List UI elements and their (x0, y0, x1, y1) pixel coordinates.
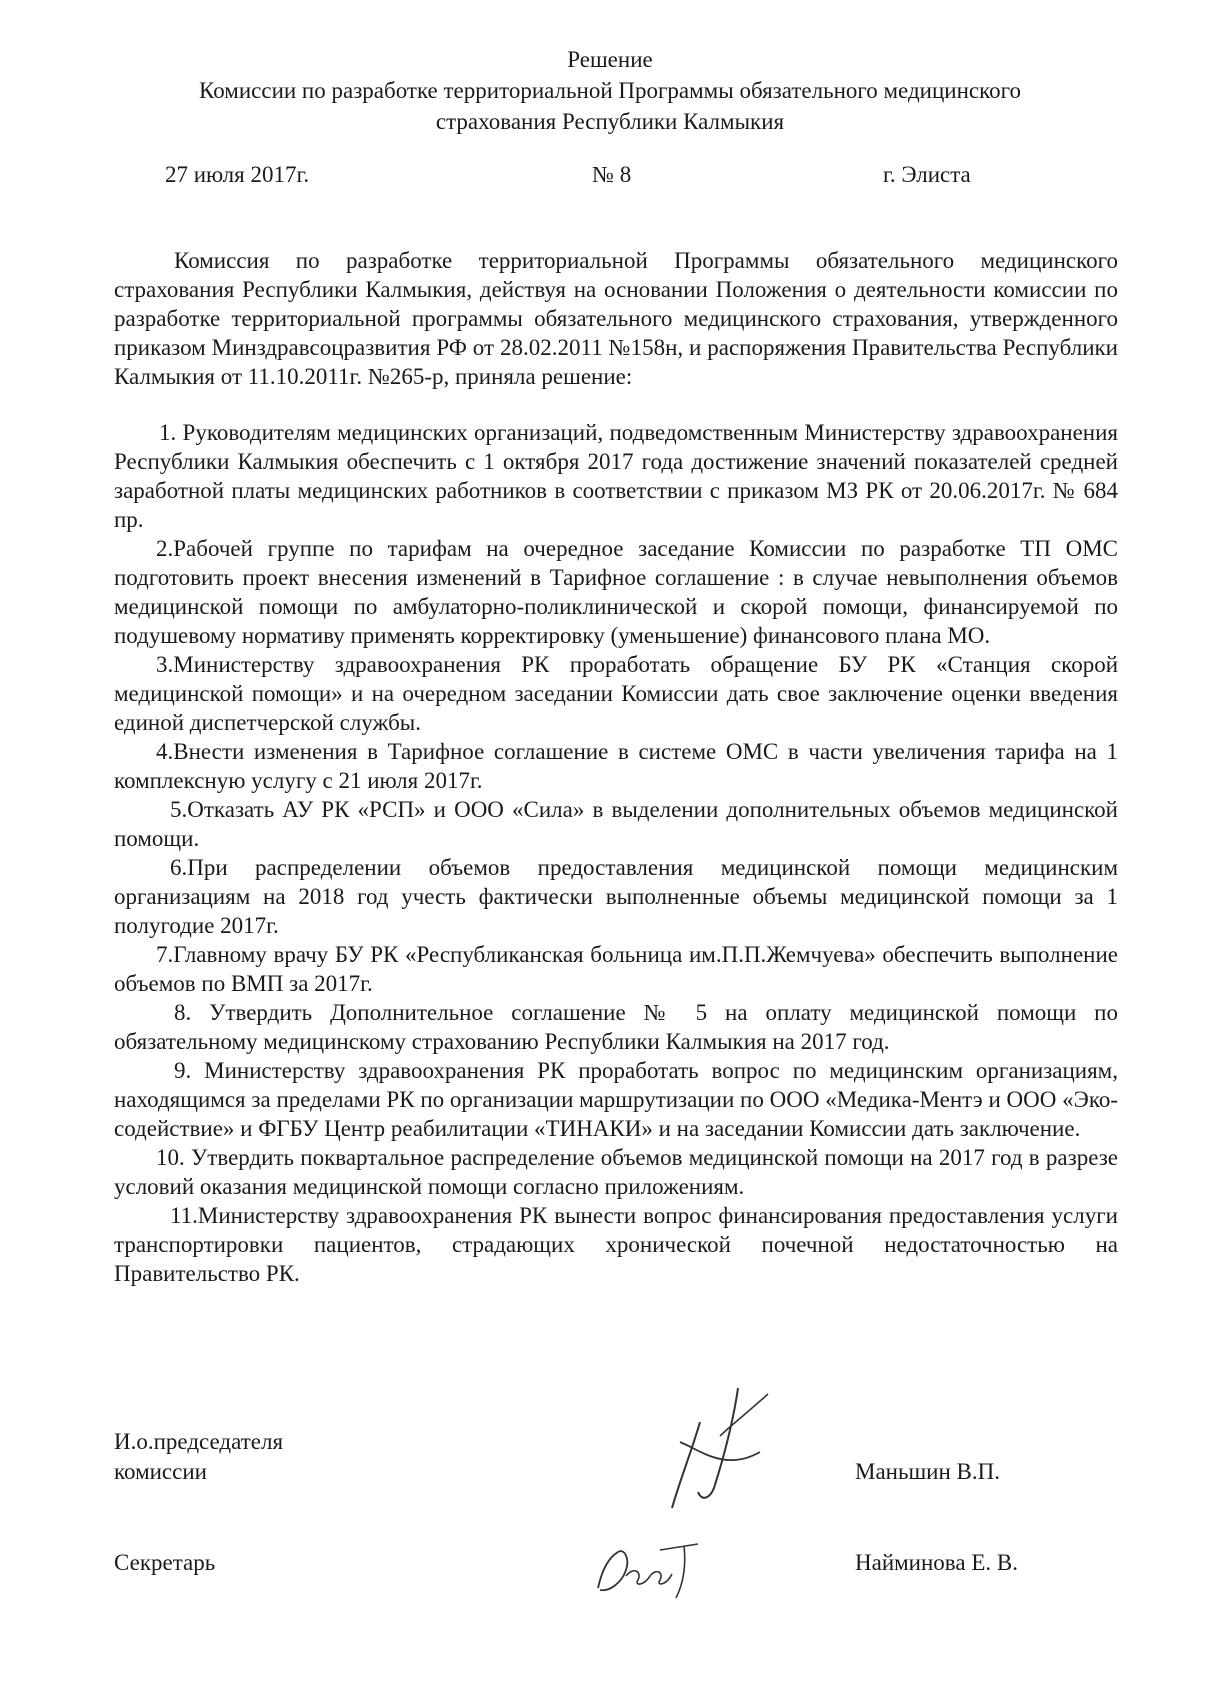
decision-item-9: 9. Министерству здравоохранения РК проработать вопрос по медицинским организациям, находящимся за пределами РК по организации маршрутизации по ООО «Медика-Ментэ и ООО «Эко-содействие» и ФГБУ Центр реабилитации «ТИНАКИ» и на заседании Комиссии дать заключение. (114, 1058, 1118, 1141)
decision-item-1: 1. Руководителям медицинских организаций, подведомственным Министерству здравоохранения Республики Калмыкия обеспечить с 1 октября 2017 года достижение значений показателей средней заработной платы медицинских работников в соответствии с приказом МЗ РК от 20.06.2017г. № 684 пр. (114, 420, 1118, 532)
decision-item-11: 11.Министерству здравоохранения РК вынести вопрос финансирования предоставления услуги транспортировки пациентов, страдающих хронической почечной недостаточностью на Правительство РК. (114, 1203, 1118, 1286)
decision-item-8: 8. Утвердить Дополнительное соглашение № 5 на оплату медицинской помощи по обязательному медицинскому страхованию Республики Калмыкия на 2017 год. (114, 1000, 1118, 1054)
decision-item-10: 10. Утвердить поквартальное распределение объемов медицинской помощи на 2017 год в разрезе условий оказания медицинской помощи согласно приложениям. (114, 1145, 1118, 1199)
secretary-role: Секретарь (114, 1550, 216, 1575)
chair-role-line-2: комиссии (114, 1459, 207, 1484)
decision-item-5: 5.Отказать АУ РК «РСП» и ООО «Сила» в выделении дополнительных объемов медицинской помощи. (114, 797, 1118, 851)
document-city: г. Элиста (883, 162, 971, 187)
decision-item-7: 7.Главному врачу БУ РК «Республиканская больница им.П.П.Жемчуева» обеспечить выполнение объемов по ВМП за 2017г. (114, 942, 1118, 996)
decision-item-2: 2.Рабочей группе по тарифам на очередное заседание Комиссии по разработке ТП ОМС подготовить проект внесения изменений в Тарифное соглашение : в случае невыполнения объемов медицинской помощи по амбулаторно-поликлинической и скорой помощи, финансируемой по подушевому нормативу применять корректировку (уменьшение) финансового плана МО. (114, 536, 1118, 648)
decision-item-3: 3.Министерству здравоохранения РК проработать обращение БУ РК «Станция скорой медицинской помощи» и на очередном заседании Комиссии дать свое заключение оценки введения единой диспетчерской службы. (114, 652, 1118, 735)
decision-items (114, 418, 1118, 1288)
document-date: 27 июля 2017г. (165, 162, 310, 187)
document-title: Решение (567, 47, 653, 72)
secretary-name: Найминова Е. В. (855, 1550, 1018, 1575)
decision-item-6: 6.При распределении объемов предоставления медицинской помощи медицинским организациям на 2018 год учесть фактически выполненные объемы медицинской помощи за 1 полугодие 2017г. (114, 855, 1118, 938)
document-header (100, 44, 1120, 137)
document-subtitle-line-1: Комиссии по разработке территориальной Программы обязательного медицинского (199, 78, 1021, 103)
decision-item-4: 4.Внести изменения в Тарифное соглашение в системе ОМС в части увеличения тарифа на 1 комплексную услугу с 21 июля 2017г. (114, 739, 1118, 793)
intro-paragraph: Комиссия по разработке территориальной Программы обязательного медицинского страхования Республики Калмыкия, действуя на основании Положения о деятельности комиссии по разработке территориальной программы обязательного медицинского страхования, утвержденного приказом Минздравсоцразвития РФ от 28.02.2011 №158н, и распоряжения Правительства Республики Калмыкия от 11.10.2011г. №265-р, приняла решение: (114, 248, 1118, 389)
document-number: № 8 (592, 162, 632, 187)
chair-role-line-1: И.о.председателя (114, 1429, 284, 1454)
document-subtitle-line-2: страхования Республики Калмыкия (435, 109, 785, 134)
chair-role (114, 1427, 283, 1487)
chair-name: Маньшин В.П. (855, 1459, 1000, 1484)
chair-signature (650, 1380, 790, 1520)
secretary-signature (590, 1536, 710, 1606)
